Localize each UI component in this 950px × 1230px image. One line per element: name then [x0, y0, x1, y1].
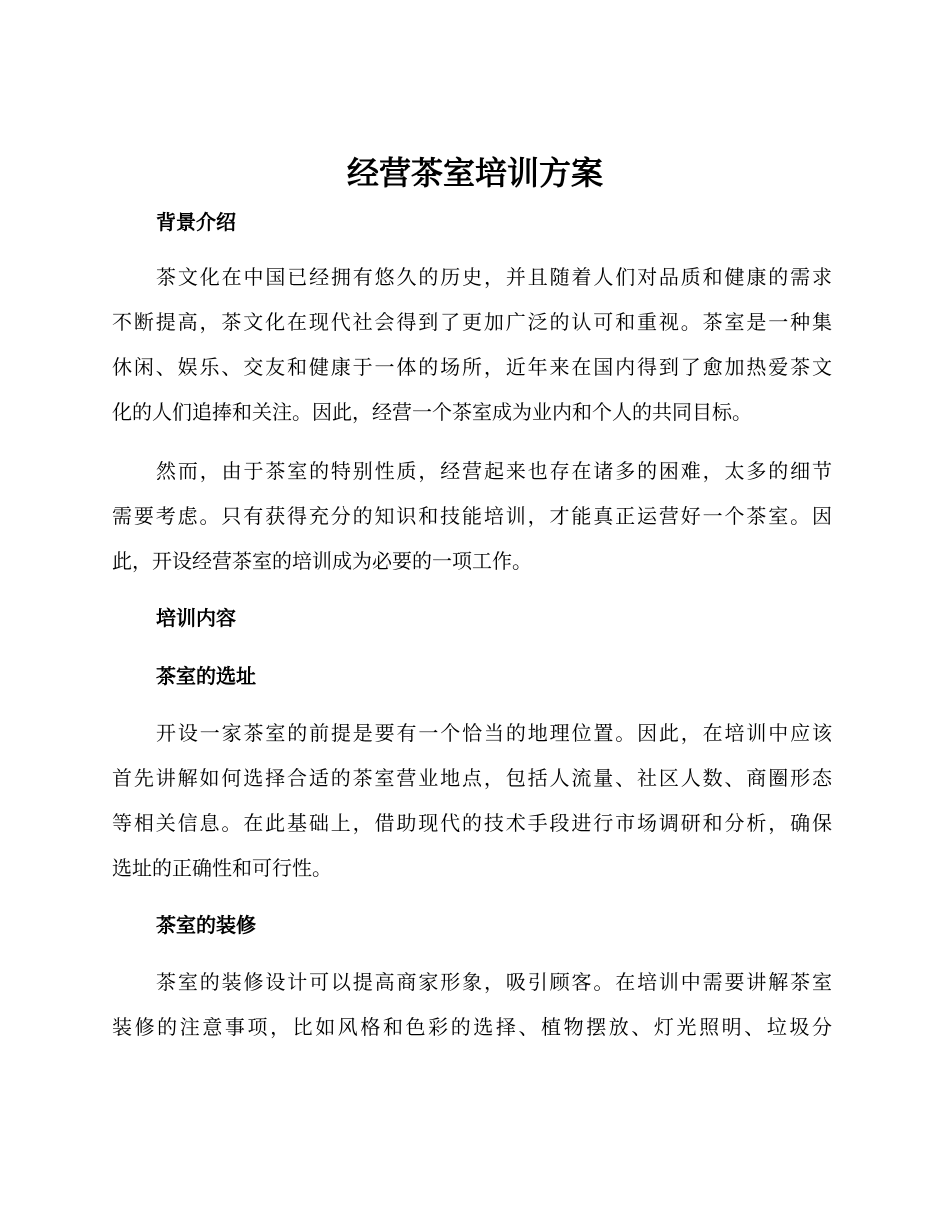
paragraph-line: 不断提高，茶文化在现代社会得到了更加广泛的认可和重视。茶室是一种集	[112, 310, 832, 334]
paragraph-line: 装修的注意事项，比如风格和色彩的选择、植物摆放、灯光照明、垃圾分	[112, 1015, 832, 1039]
section-heading-background: 背景介绍	[156, 210, 236, 234]
paragraph-line: 首先讲解如何选择合适的茶室营业地点，包括人流量、社区人数、商圈形态	[112, 766, 832, 790]
paragraph-line: 化的人们追捧和关注。因此，经营一个茶室成为业内和个人的共同目标。	[112, 400, 752, 424]
paragraph-line: 茶室的装修设计可以提高商家形象，吸引顾客。在培训中需要讲解茶室	[156, 970, 832, 994]
paragraph-location-1	[112, 711, 832, 891]
document-title: 经营茶室培训方案	[346, 154, 603, 192]
paragraph-line: 开设一家茶室的前提是要有一个恰当的地理位置。因此，在培训中应该	[156, 721, 832, 745]
paragraph-line: 茶文化在中国已经拥有悠久的历史，并且随着人们对品质和健康的需求	[156, 265, 832, 289]
paragraph-line: 等相关信息。在此基础上，借助现代的技术手段进行市场调研和分析，确保	[112, 811, 832, 835]
paragraph-line: 需要考虑。只有获得充分的知识和技能培训，才能真正运营好一个茶室。因	[112, 504, 832, 528]
paragraph-background-1	[112, 255, 832, 435]
paragraph-line: 此，开设经营茶室的培训成为必要的一项工作。	[112, 549, 532, 573]
paragraph-line: 然而，由于茶室的特别性质，经营起来也存在诸多的困难，太多的细节	[156, 459, 832, 483]
section-heading-training: 培训内容	[156, 606, 236, 630]
paragraph-decoration-1	[112, 960, 832, 1050]
section-heading-decoration: 茶室的装修	[156, 913, 256, 937]
paragraph-line: 选址的正确性和可行性。	[112, 856, 332, 880]
paragraph-line: 休闲、娱乐、交友和健康于一体的场所，近年来在国内得到了愈加热爱茶文	[112, 355, 832, 379]
section-heading-location: 茶室的选址	[156, 664, 256, 688]
paragraph-background-2	[112, 449, 832, 584]
